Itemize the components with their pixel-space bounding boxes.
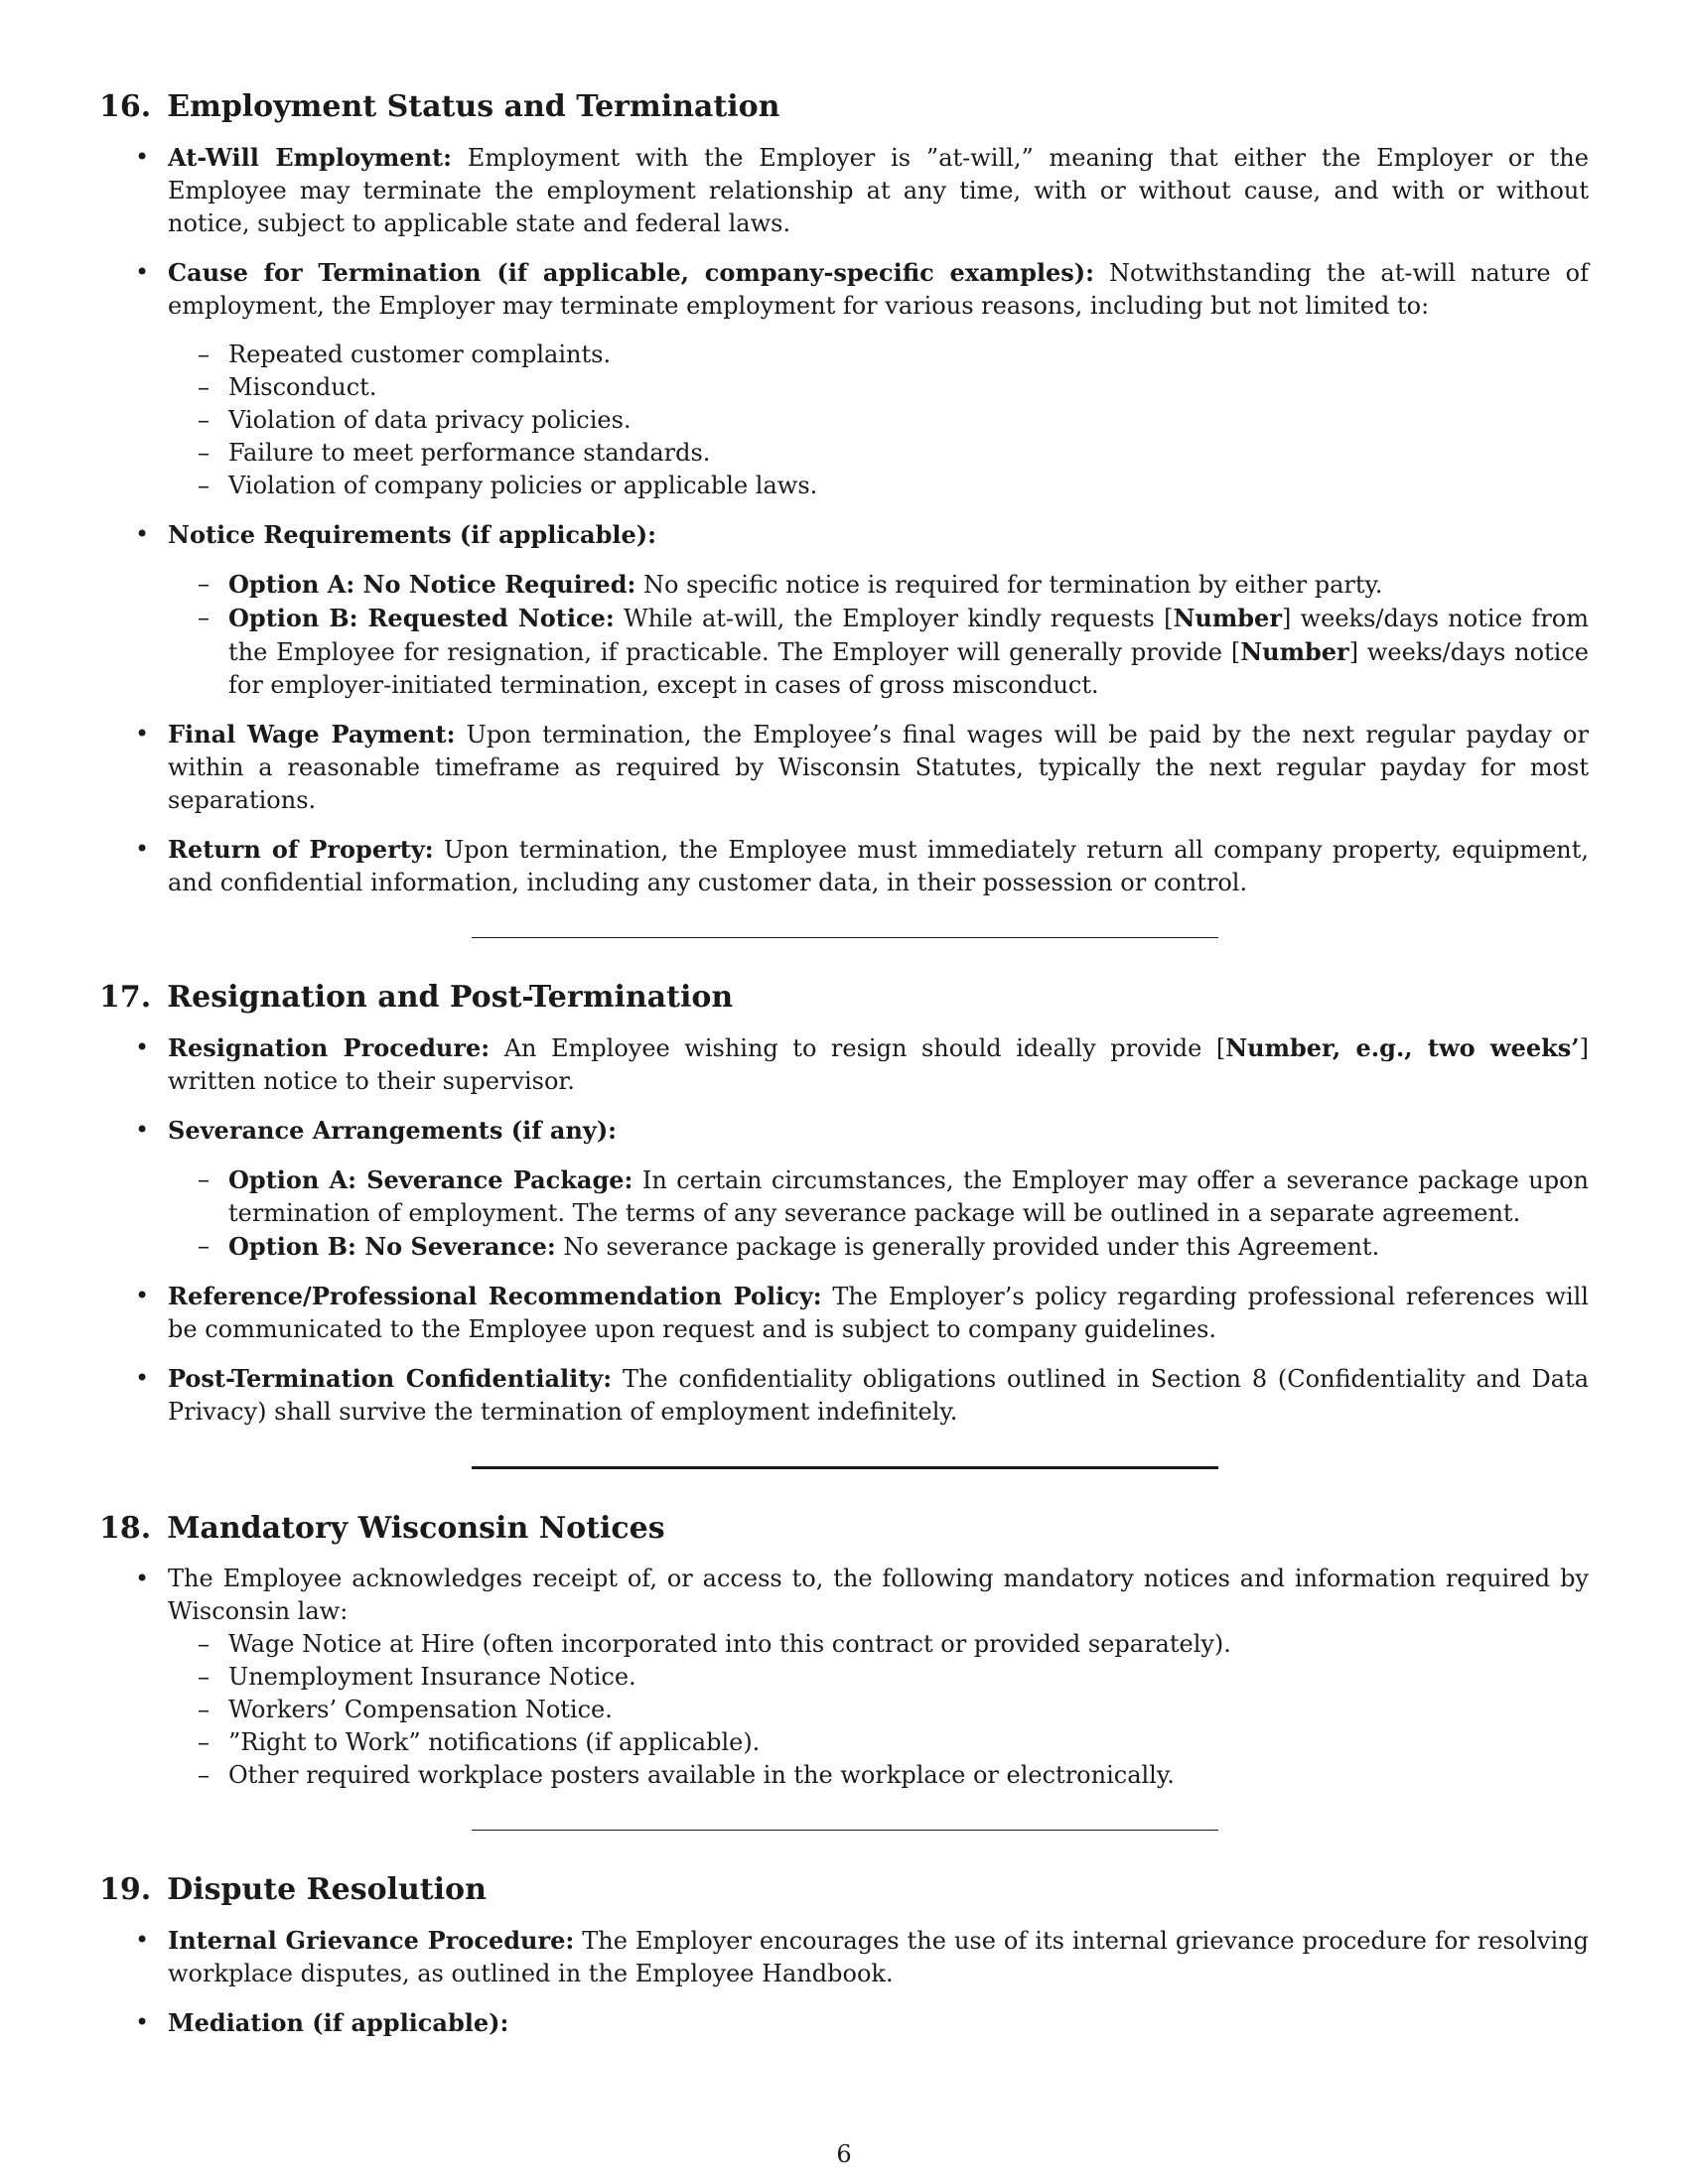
- bullet-list: [99, 1031, 1589, 1429]
- item-text: ] written notice to their supervisor.: [168, 1034, 1589, 1095]
- list-item: [99, 141, 1589, 240]
- section-number: 18.: [99, 1511, 152, 1546]
- list-item: [99, 1031, 1589, 1098]
- option-text: In certain circumstances, the Employer may offer a severance package upon termination of employment. The terms of any severance package will be outlined in a separate agreement.: [228, 1166, 1589, 1227]
- section-title: Employment Status and Termination: [167, 89, 780, 124]
- bullet-list: [99, 1924, 1589, 2040]
- list-item: [99, 1280, 1589, 1346]
- item-text: Employment with the Employer is ”at-will,” meaning that either the Employer or the Employee may terminate the employment relationship at any time, with or without cause, and with or without notice, subject to applicable state and federal laws.: [168, 144, 1589, 237]
- sub-list: [168, 568, 1589, 702]
- section-divider: [472, 937, 1218, 938]
- item-text: The Employee acknowledges receipt of, or access to, the following mandatory notices and information required by Wisconsin law:: [168, 1565, 1589, 1625]
- section-16: [99, 87, 1589, 899]
- item-text: Notwithstanding the at-will nature of employment, the Employer may terminate employment for various reasons, including but not limited to:: [168, 259, 1589, 320]
- sub-list-item: [168, 1230, 1589, 1264]
- placeholder-text: Number: [1240, 637, 1349, 666]
- item-text: The Employer’s policy regarding professional references will be communicated to the Employee upon request and is subject to company guidelines.: [168, 1283, 1589, 1343]
- sub-list-item: – Unemployment Insurance Notice.: [168, 1661, 1589, 1694]
- list-item: [99, 256, 1589, 502]
- item-text: Upon termination, the Employee’s final wages will be paid by the next regular payday or within a reasonable timeframe as required by Wisconsin Statutes, typically the next regular payday for most separations.: [168, 721, 1589, 814]
- section-17: [99, 978, 1589, 1429]
- sub-list-item: – Violation of company policies or applicable laws.: [168, 470, 1589, 502]
- option-text: No severance package is generally provided under this Agreement.: [563, 1233, 1380, 1261]
- option-text: ] weeks/days notice from the Employee for resignation, if practicable. The Employer will generally provide [: [228, 605, 1590, 666]
- sub-list: [168, 339, 1589, 502]
- item-label: Resignation Procedure:: [168, 1033, 491, 1062]
- item-text: The Employer encourages the use of its internal grievance procedure for resolving workplace disputes, as outlined in the Employee Handbook.: [168, 1927, 1589, 1987]
- section-19: [99, 1870, 1589, 2040]
- sub-list-item: – Failure to meet performance standards.: [168, 437, 1589, 470]
- sub-list: [168, 1628, 1589, 1792]
- section-divider: [472, 1466, 1218, 1469]
- section-heading: [99, 1870, 1589, 1910]
- option-label: Option B: Requested Notice:: [228, 604, 615, 632]
- item-text: An Employee wishing to resign should ideally provide [: [503, 1034, 1226, 1062]
- section-divider: [472, 1830, 1218, 1831]
- list-item: [99, 2006, 1589, 2040]
- item-text: Upon termination, the Employee must immediately return all company property, equipment, and confidential information, including any customer data, in their possession or control.: [168, 836, 1590, 896]
- item-label: Post-Termination Confidentiality:: [168, 1364, 613, 1393]
- item-label: Internal Grievance Procedure:: [168, 1926, 575, 1955]
- section-number: 17.: [99, 980, 152, 1015]
- document-page: [99, 87, 1589, 2093]
- list-item: [99, 1362, 1589, 1429]
- item-label: Reference/Professional Recommendation Policy:: [168, 1282, 822, 1310]
- item-label: Return of Property:: [168, 835, 434, 864]
- sub-list-item: – Misconduct.: [168, 371, 1589, 404]
- sub-list-item: – ”Right to Work” notifications (if applicable).: [168, 1726, 1589, 1759]
- sub-list-item: – Other required workplace posters available in the workplace or electronically.: [168, 1759, 1589, 1792]
- item-label: Mediation (if applicable):: [168, 2008, 509, 2037]
- section-heading: [99, 978, 1589, 1018]
- item-label: At-Will Employment:: [168, 143, 452, 172]
- item-text: The confidentiality obligations outlined in Section 8 (Confidentiality and Data Privacy) shall survive the termination of employment indefinitely.: [168, 1365, 1590, 1426]
- section-number: 16.: [99, 89, 152, 124]
- list-item: [99, 518, 1589, 702]
- item-label: Final Wage Payment:: [168, 720, 456, 749]
- bullet-list: [99, 1563, 1589, 1792]
- section-heading: [99, 1509, 1589, 1549]
- section-18: [99, 1509, 1589, 1792]
- sub-list-item: [168, 1163, 1589, 1230]
- list-item: [99, 718, 1589, 817]
- placeholder-text: Number, e.g., two weeks’: [1225, 1033, 1580, 1062]
- bullet-list: [99, 141, 1589, 899]
- list-item: [99, 1114, 1589, 1264]
- item-label: Cause for Termination (if applicable, company-specific examples):: [168, 258, 1094, 287]
- option-label: Option A: No Notice Required:: [228, 570, 636, 599]
- list-item: [99, 1563, 1589, 1792]
- option-label: Option B: No Severance:: [228, 1232, 556, 1261]
- section-title: Resignation and Post-Termination: [167, 980, 734, 1015]
- option-text: No specific notice is required for termination by either party.: [642, 571, 1383, 599]
- sub-list: [168, 1163, 1589, 1264]
- sub-list-item: – Repeated customer complaints.: [168, 339, 1589, 371]
- section-heading: [99, 87, 1589, 127]
- list-item: [99, 1924, 1589, 1990]
- sub-list-item: [168, 602, 1589, 702]
- list-item: [99, 833, 1589, 899]
- sub-list-item: – Workers’ Compensation Notice.: [168, 1694, 1589, 1726]
- option-text: ] weeks/days notice for employer-initiated termination, except in cases of gross misconduct.: [228, 638, 1590, 699]
- placeholder-text: Number: [1173, 604, 1282, 632]
- item-label: Severance Arrangements (if any):: [168, 1116, 618, 1145]
- sub-list-item: – Violation of data privacy policies.: [168, 404, 1589, 437]
- option-label: Option A: Severance Package:: [228, 1165, 633, 1194]
- item-label: Notice Requirements (if applicable):: [168, 520, 656, 549]
- section-number: 19.: [99, 1872, 152, 1907]
- page-number: 6: [836, 2140, 852, 2168]
- section-title: Mandatory Wisconsin Notices: [167, 1511, 665, 1546]
- section-title: Dispute Resolution: [167, 1872, 487, 1907]
- sub-list-item: – Wage Notice at Hire (often incorporated into this contract or provided separately).: [168, 1628, 1589, 1661]
- option-text: While at-will, the Employer kindly requests [: [624, 605, 1174, 632]
- sub-list-item: [168, 568, 1589, 602]
